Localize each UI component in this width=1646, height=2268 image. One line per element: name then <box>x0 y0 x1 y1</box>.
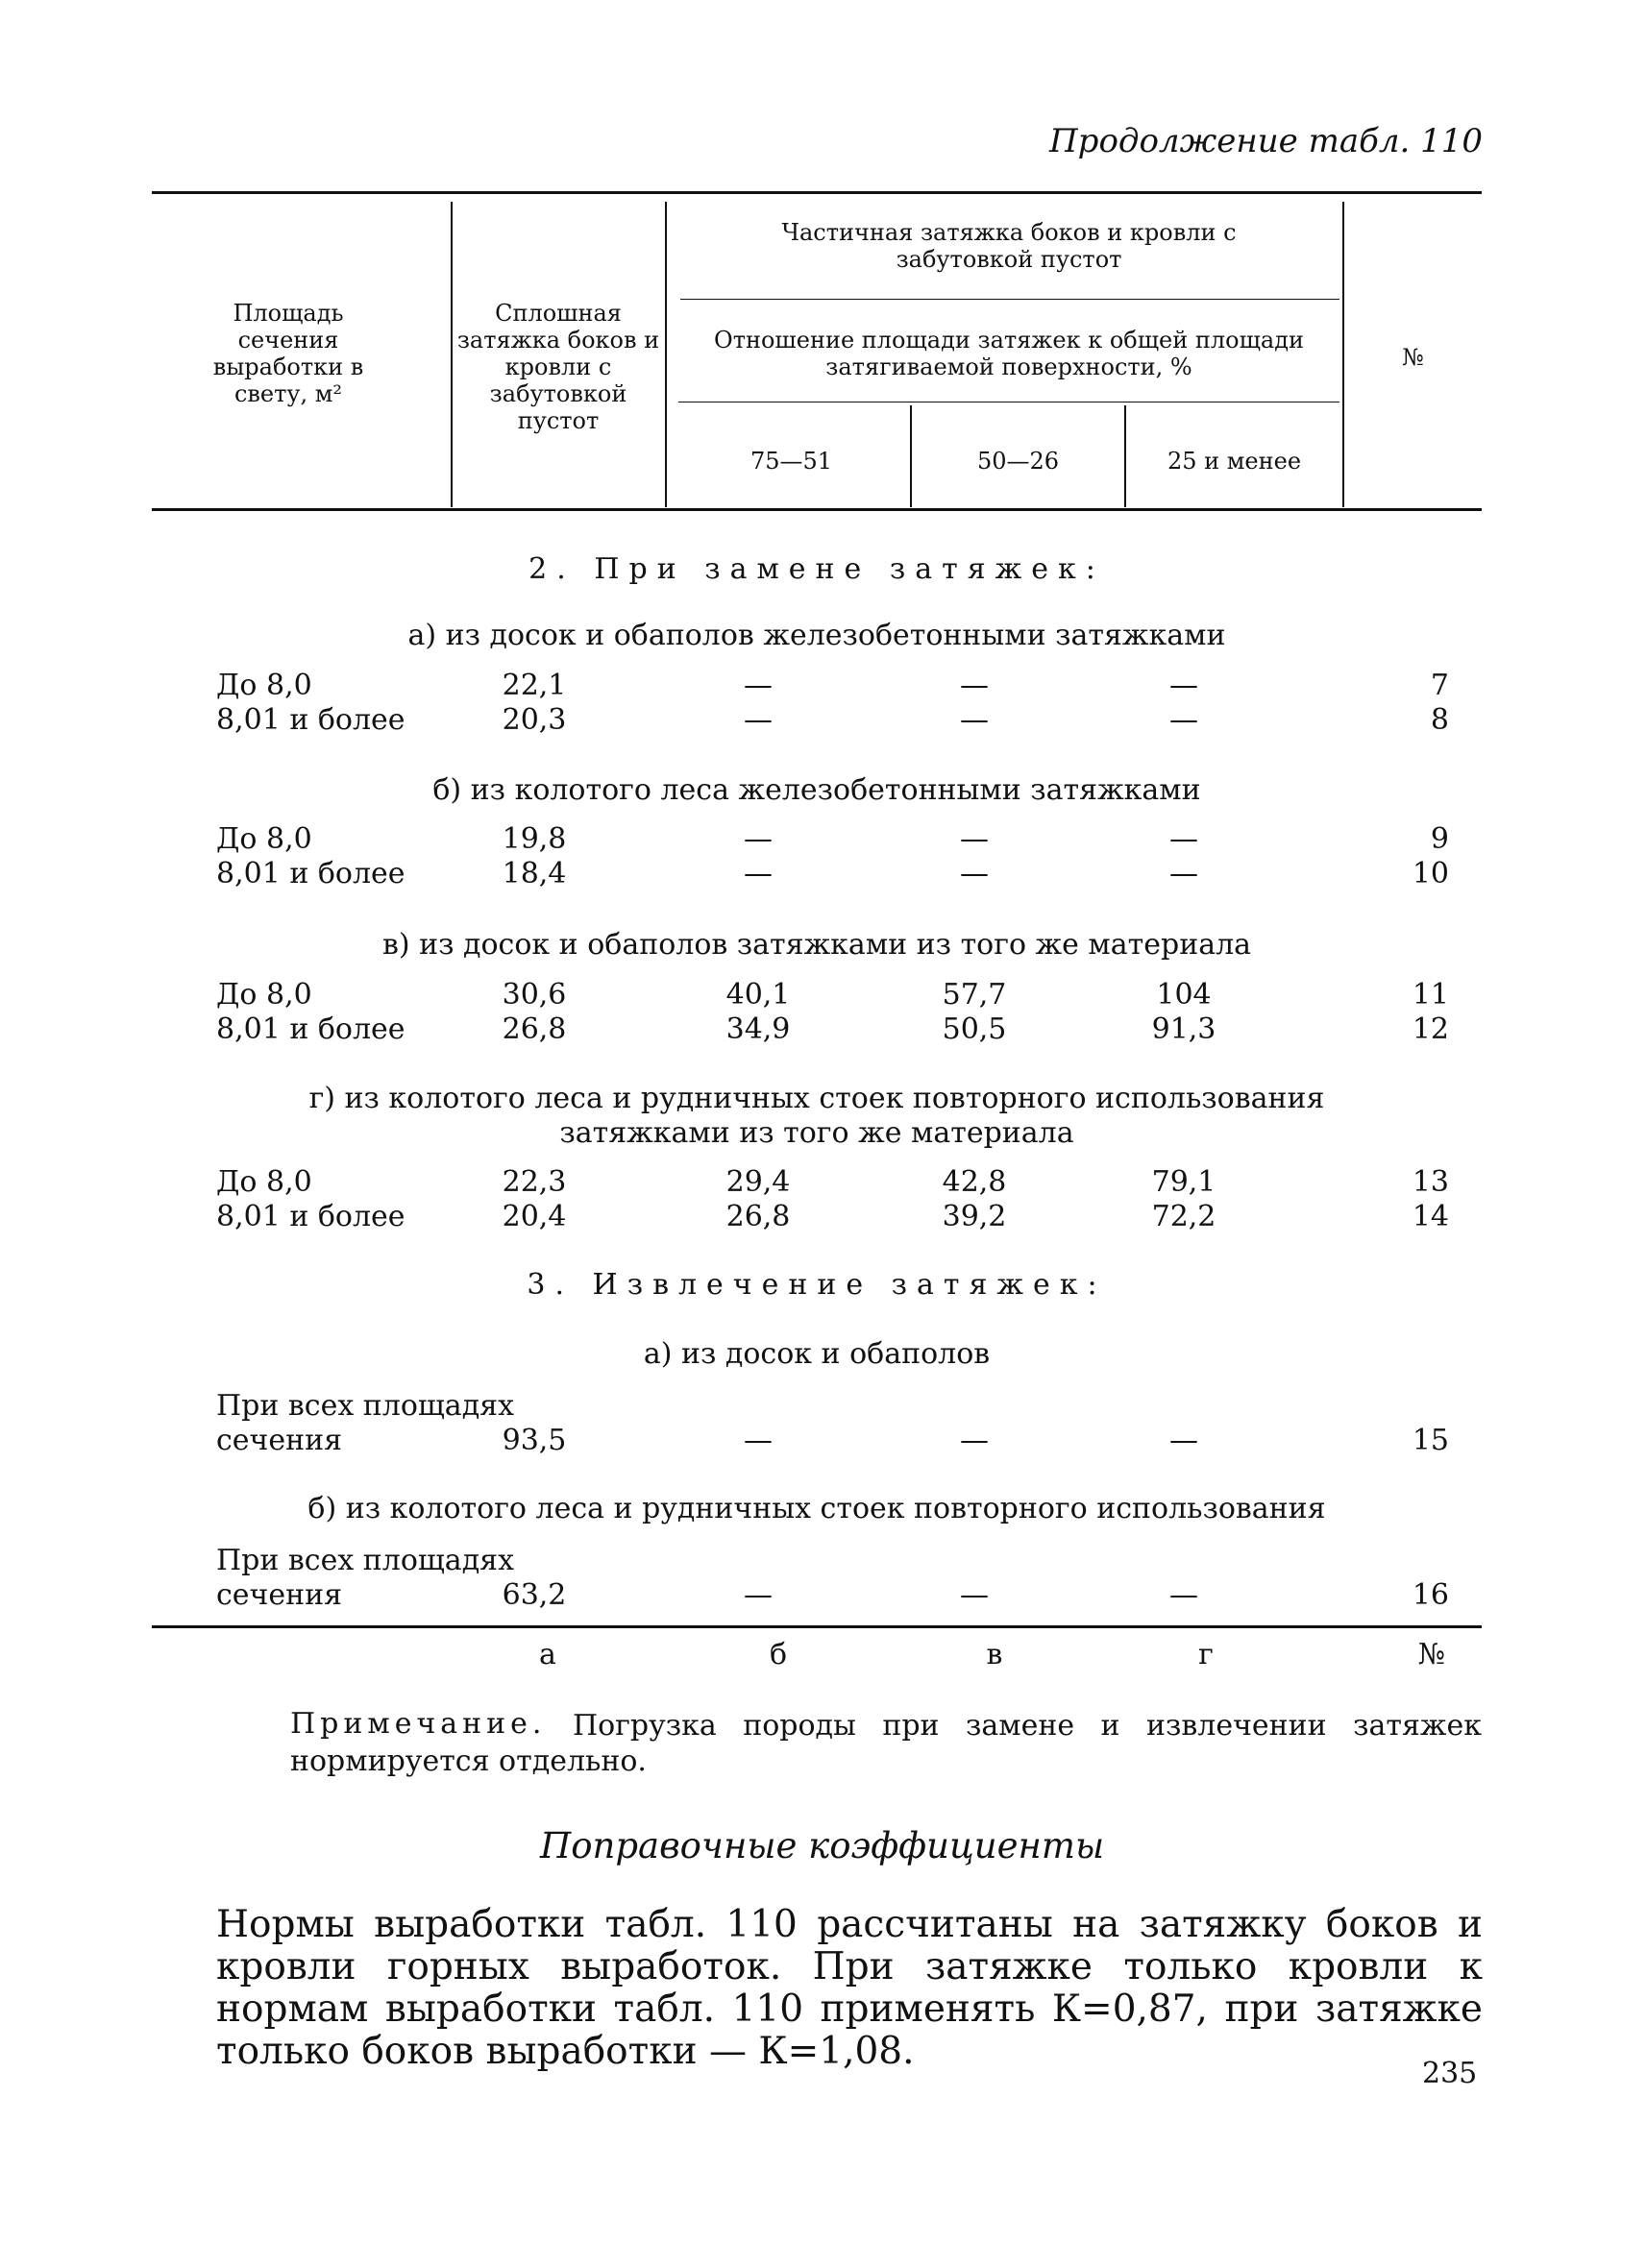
cell-value: — <box>744 1578 773 1612</box>
cell-value: 22,1 <box>502 669 567 702</box>
cell-value: — <box>1169 1424 1198 1457</box>
cell-value: — <box>960 703 989 737</box>
cell-value: — <box>1169 857 1198 890</box>
row-number: 8 <box>1430 703 1449 737</box>
footer-letter: г <box>1198 1638 1214 1671</box>
page-number: 235 <box>1422 2057 1478 2090</box>
row-label: 8,01 и более <box>216 1200 405 1233</box>
cell-value: 40,1 <box>725 978 791 1012</box>
cell-value: 18,4 <box>502 857 567 890</box>
cell-value: 29,4 <box>725 1165 791 1199</box>
cell-value: 22,3 <box>502 1165 567 1199</box>
cell-value: 42,8 <box>942 1165 1007 1199</box>
footer-letter: б <box>769 1638 788 1671</box>
cell-value: 57,7 <box>942 978 1007 1012</box>
col-header-partial: Частичная затяжка боков и кровли с забутовкой пустот <box>781 219 1237 273</box>
footer-letter: в <box>986 1638 1003 1671</box>
section-title: г) из колотого леса и рудничных стоек повторного использования <box>308 1082 1325 1115</box>
footer-letter: а <box>539 1638 556 1671</box>
row-number: 9 <box>1430 822 1449 856</box>
col-header-full: Сплошная затяжка боков и кровли с забутовкой пустот <box>456 300 660 434</box>
cell-value: — <box>960 1424 989 1457</box>
row-label: сечения <box>216 1578 343 1612</box>
sub-col-2: 50—26 <box>976 448 1060 475</box>
section-title-cont: затяжками из того же материала <box>559 1116 1074 1150</box>
row-number: 13 <box>1412 1165 1449 1199</box>
section-title: б) из колотого леса и рудничных стоек повторного использования <box>307 1492 1326 1525</box>
cell-value: — <box>960 1578 989 1612</box>
row-label: сечения <box>216 1424 343 1457</box>
col-header-no: № <box>1402 344 1424 371</box>
cell-value: 72,2 <box>1151 1200 1216 1233</box>
row-label: 8,01 и более <box>216 857 405 890</box>
row-number: 11 <box>1412 978 1449 1012</box>
section-title: а) из досок и обаполов железобетонными затяжками <box>407 619 1226 652</box>
cell-value: 34,9 <box>725 1012 791 1046</box>
row-label: При всех площадях <box>216 1389 515 1423</box>
cell-value: 50,5 <box>942 1012 1007 1046</box>
row-number: 10 <box>1412 857 1449 890</box>
paragraph: Нормы выработки табл. 110 рассчитаны на затяжку боков и кровли горных выработок. При затяжке только кровли к нормам выработки табл. 110 применять К=0,87, при затяжке только боков выработки — К=1,08. <box>216 1903 1483 2073</box>
section-title: в) из досок и обаполов затяжками из того же материала <box>381 928 1252 962</box>
cell-value: 63,2 <box>502 1578 567 1612</box>
cell-value: — <box>744 669 773 702</box>
cell-value: — <box>1169 703 1198 737</box>
cell-value: — <box>744 822 773 856</box>
cell-value: 104 <box>1156 978 1212 1012</box>
cell-value: — <box>1169 669 1198 702</box>
row-label: До 8,0 <box>216 669 312 702</box>
cell-value: — <box>1169 1578 1198 1612</box>
table-top-rule <box>152 191 1482 194</box>
note-label: Примечание. <box>290 1707 547 1741</box>
col-header-ratio: Отношение площади затяжек к общей площади затягиваемой поверхности, % <box>714 327 1304 380</box>
row-label: До 8,0 <box>216 822 312 856</box>
note-text: Погрузка породы при замене и извлечении затяжек нормируется отдельно. <box>290 1709 1482 1778</box>
row-label: 8,01 и более <box>216 703 405 737</box>
section-title: 3. Извлечение затяжек: <box>527 1268 1107 1302</box>
cell-value: 30,6 <box>502 978 567 1012</box>
cell-value: 20,3 <box>502 703 567 737</box>
note <box>290 1708 1482 1779</box>
table-bottom-rule <box>152 1625 1482 1628</box>
divider <box>680 299 1339 300</box>
cell-value: — <box>744 703 773 737</box>
sub-col-3: 25 и менее <box>1167 448 1302 475</box>
cell-value: 26,8 <box>502 1012 567 1046</box>
row-label: До 8,0 <box>216 978 312 1012</box>
cell-value: — <box>1169 822 1198 856</box>
cell-value: — <box>744 1424 773 1457</box>
row-number: 14 <box>1412 1200 1449 1233</box>
running-head: Продолжение табл. 110 <box>1049 122 1483 160</box>
row-number: 16 <box>1412 1578 1449 1612</box>
cell-value: — <box>960 669 989 702</box>
cell-value: 26,8 <box>725 1200 791 1233</box>
section-heading: Поправочные коэффициенты <box>540 1825 1105 1866</box>
cell-value: 91,3 <box>1151 1012 1216 1046</box>
row-label: До 8,0 <box>216 1165 312 1199</box>
row-number: 7 <box>1430 669 1449 702</box>
sub-col-1: 75—51 <box>749 448 833 475</box>
cell-value: — <box>960 857 989 890</box>
cell-value: 20,4 <box>502 1200 567 1233</box>
section-title: 2. При замене затяжек: <box>528 552 1105 586</box>
cell-value: 79,1 <box>1151 1165 1216 1199</box>
table-header-rule <box>152 508 1482 511</box>
cell-value: — <box>744 857 773 890</box>
cell-value: 39,2 <box>942 1200 1007 1233</box>
section-title: а) из досок и обаполов <box>643 1337 991 1371</box>
row-label: При всех площадях <box>216 1544 515 1577</box>
row-number: 15 <box>1412 1424 1449 1457</box>
row-number: 12 <box>1412 1012 1449 1046</box>
row-label: 8,01 и более <box>216 1012 405 1046</box>
cell-value: — <box>960 822 989 856</box>
col-header-area: Площадь сечения выработки в свету, м² <box>212 300 364 407</box>
cell-value: 93,5 <box>502 1424 567 1457</box>
footer-letter: № <box>1417 1638 1446 1671</box>
cell-value: 19,8 <box>502 822 567 856</box>
section-title: б) из колотого леса железобетонными затяжками <box>432 773 1201 807</box>
